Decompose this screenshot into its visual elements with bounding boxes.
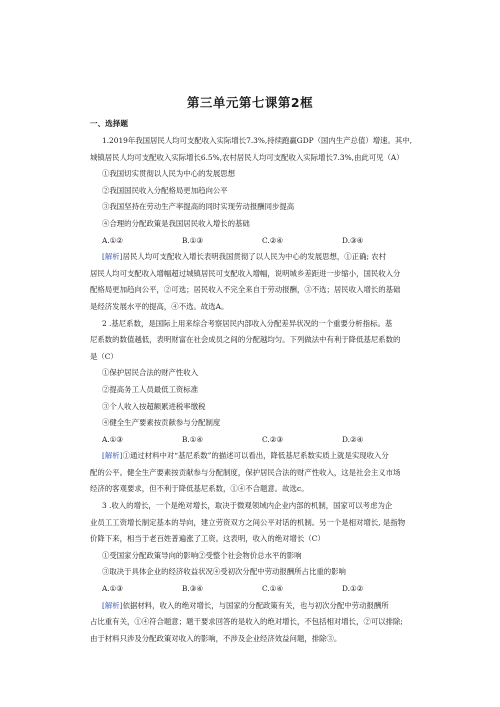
q2-stem-line-1: 2 .基尼系数，是国际上用来综合考察居民内部收入分配差异状况的一个重要分析指标。基	[102, 318, 393, 328]
q1-analysis-tag: [解析]	[102, 252, 123, 262]
page-title: 第三单元第七课第2框	[186, 95, 314, 110]
q2-option-b: B.①④	[182, 434, 204, 444]
q3-option-d: D.①②	[342, 584, 364, 594]
q2-statement-4: ④健全生产要素按贡献参与分配制度	[102, 418, 221, 428]
q2-stem-line-3: 是（C）	[90, 351, 118, 361]
q2-analysis-line-1: [解析]①通过材料中对“基尼系数”的描述可以看出，降低基尼系数实质上就是实现收入分	[102, 451, 389, 461]
q2-statement-3: ③个人收入按超额累进税率缴税	[102, 401, 206, 411]
q2-option-c: C.②③	[262, 434, 283, 444]
section-heading: 一、选择题	[90, 119, 128, 128]
q3-options	[90, 581, 430, 598]
q3-stem-line-3: 价降下来，相当于老百姓普遍涨了工资。这表明，收入的绝对增长（C）	[90, 534, 325, 544]
q1-options	[90, 233, 430, 250]
q1-statement-3: ③我国坚持在劳动生产率提高的同时实现劳动报酬同步提高	[102, 202, 295, 212]
q3-option-a: A.①③	[102, 584, 123, 594]
q2-stem-line-2: 尼系数的数值越低，表明财富在社会成员之间的分配越均匀。下列做法中有利于降低基尼系数的	[90, 335, 401, 345]
q1-option-a: A.①②	[102, 235, 123, 245]
q1-stem-line-1: 1.2019年我国居民人均可支配收入实际增长7.3%,持续跑赢GDP（国内生产总值）增速。其中,	[102, 136, 413, 145]
q1-analysis-line-2: 居民人均可支配收入增幅超过城镇居民可支配收入增幅，说明城乡差距进一步缩小，国民收入分	[90, 268, 401, 278]
q2-option-a: A.①③	[102, 434, 123, 444]
q3-stem-line-2: 业员工工资增长制定基本的导向，建立劳资双方之间公平对话的机制。另一个是相对增长, 是指物	[90, 517, 406, 527]
q1-statement-1: ①我国切实贯彻以人民为中心的发展思想	[102, 169, 236, 179]
document-body	[90, 133, 430, 647]
q3-analysis-tag: [解析]	[102, 600, 123, 610]
q3-option-b: B.③④	[182, 584, 204, 594]
q1-statement-4: ④合理的分配政策是我国居民收入增长的基础	[102, 218, 250, 228]
q3-option-c: C.①④	[262, 584, 283, 594]
q2-analysis-tag: [解析]	[102, 451, 123, 461]
q3-analysis-line-2: 占比重有关，①④符合题意；题干要求回答的是收入的绝对增长，不包括相对增长，②可以排除;	[90, 617, 403, 627]
q1-analysis-line-1: [解析]居民人均可支配收入增长表明我国贯彻了以人民为中心的发展思想，①正确; 农村	[102, 252, 387, 262]
q2-analysis-line-2: 配的公平。健全生产要素按贡献参与分配制度，保护居民合法的财产性收入，这是社会主义市场	[90, 467, 401, 477]
q1-option-b: B.①③	[182, 235, 204, 245]
q1-option-d: D.③④	[342, 235, 364, 245]
q3-statement-2: ③取决于具体企业的经济收益状况④受初次分配中劳动报酬所占比重的影响	[102, 567, 346, 577]
q2-statement-1: ①保护居民合法的财产性收入	[102, 368, 199, 378]
q3-stem-line-1: 3 .收入的增长，一个是绝对增长，取决于微观领域内企业内部的机制，国家可以考虑为企	[102, 501, 393, 511]
q2-statement-2: ②提高务工人员最低工资标准	[102, 384, 199, 394]
q2-option-d: D.②④	[342, 434, 364, 444]
q2-options	[90, 432, 430, 449]
q1-analysis-line-4: 是经济发展水平的提高，④不选。故选A。	[90, 301, 229, 311]
q3-statement-1: ①受国家分配政策导向的影响②受整个社会物价总水平的影响	[102, 550, 302, 560]
q3-analysis-line-3: 由于材料只涉及分配政策对收入的影响，不涉及企业经济效益问题，排除③。	[90, 633, 342, 643]
q1-analysis-line-3: 配格局更加趋向公平，②可选；居民收入不完全来自于劳动报酬，③不选；居民收入增长的基础	[90, 285, 401, 295]
q1-option-c: C.②④	[262, 235, 283, 245]
q1-stem-line-2: 城镇居民人均可支配收入实际增长6.5%,农村居民人均可支配收入实际增长7.3%,由此可见（A）	[90, 152, 404, 162]
q2-analysis-line-3: 经济的客观要求，但不利于降低基尼系数，①④不合题意。故选c。	[90, 484, 309, 494]
q3-analysis-line-1: [解析]依据材料，收入的绝对增长，与国家的分配政策有关，也与初次分配中劳动报酬所	[102, 600, 389, 610]
q1-statement-2: ②我国国民收入分配格局更加趋向公平	[102, 185, 228, 195]
